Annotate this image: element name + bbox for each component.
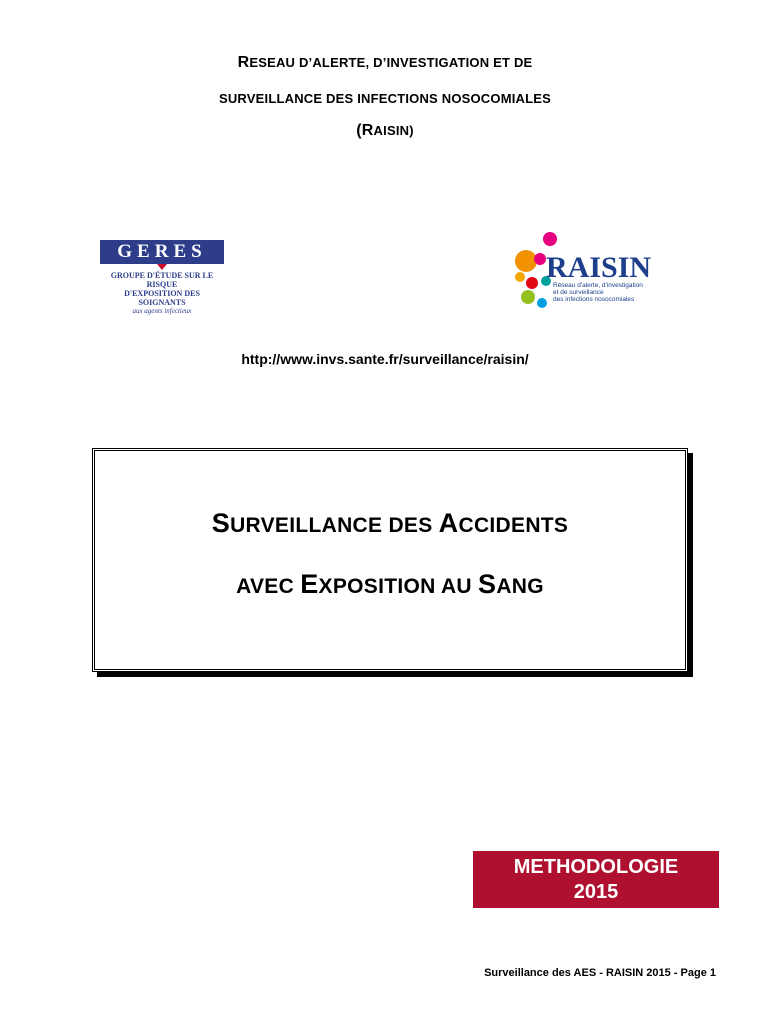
paren: ( (356, 122, 362, 139)
text: AVEC (236, 575, 301, 598)
geres-logo (100, 240, 224, 316)
text: XPOSITION AU (318, 575, 479, 598)
network-title-line-1 (0, 54, 770, 72)
raisin-logo-name: RAISIN (546, 251, 652, 284)
geres-line-2: D'EXPOSITION DES SOIGNANTS (124, 289, 200, 307)
dropcap: R (237, 54, 250, 71)
page-footer: Surveillance des AES - RAISIN 2015 - Page 1 (484, 967, 716, 979)
text: CCIDENTS (458, 514, 569, 537)
geres-logo-text (100, 271, 224, 316)
methodology-year: 2015 (573, 881, 619, 903)
geres-line-3: aux agents infectieux (132, 307, 192, 315)
network-acronym (0, 122, 770, 140)
network-title-line-2: SURVEILLANCE DES INFECTIONS NOSOCOMIALES (218, 91, 552, 106)
dropcap: S (211, 508, 231, 538)
document-title-box (92, 448, 688, 672)
text: ANG (496, 575, 544, 598)
document-title-line-1 (95, 508, 685, 539)
raisin-line-3: des infections nosocomiales (553, 296, 635, 303)
dropcap: S (478, 569, 497, 599)
raisin-line-1: Réseau d'alerte, d'investigation (553, 282, 643, 289)
geres-line-1: GROUPE D'ÉTUDE SUR LE RISQUE (110, 271, 214, 289)
text: AISIN) (373, 123, 414, 138)
geres-arrow-icon (157, 264, 167, 270)
raisin-line-2: et de surveillance (553, 289, 604, 296)
website-url[interactable]: http://www.invs.sante.fr/surveillance/raisin/ (241, 351, 529, 367)
raisin-logo (512, 231, 652, 311)
methodology-badge (473, 851, 719, 908)
dropcap: R (361, 122, 374, 139)
text: URVEILLANCE DES (230, 514, 439, 537)
raisin-logo-text (553, 282, 663, 303)
dropcap: A (438, 508, 459, 538)
document-title-line-2 (95, 569, 685, 600)
geres-logo-name: GERES (100, 240, 224, 264)
methodology-label: METHODOLOGIE (513, 856, 679, 878)
text: ESEAU D’ALERTE, D’INVESTIGATION ET DE (249, 55, 533, 70)
dropcap: E (300, 569, 319, 599)
